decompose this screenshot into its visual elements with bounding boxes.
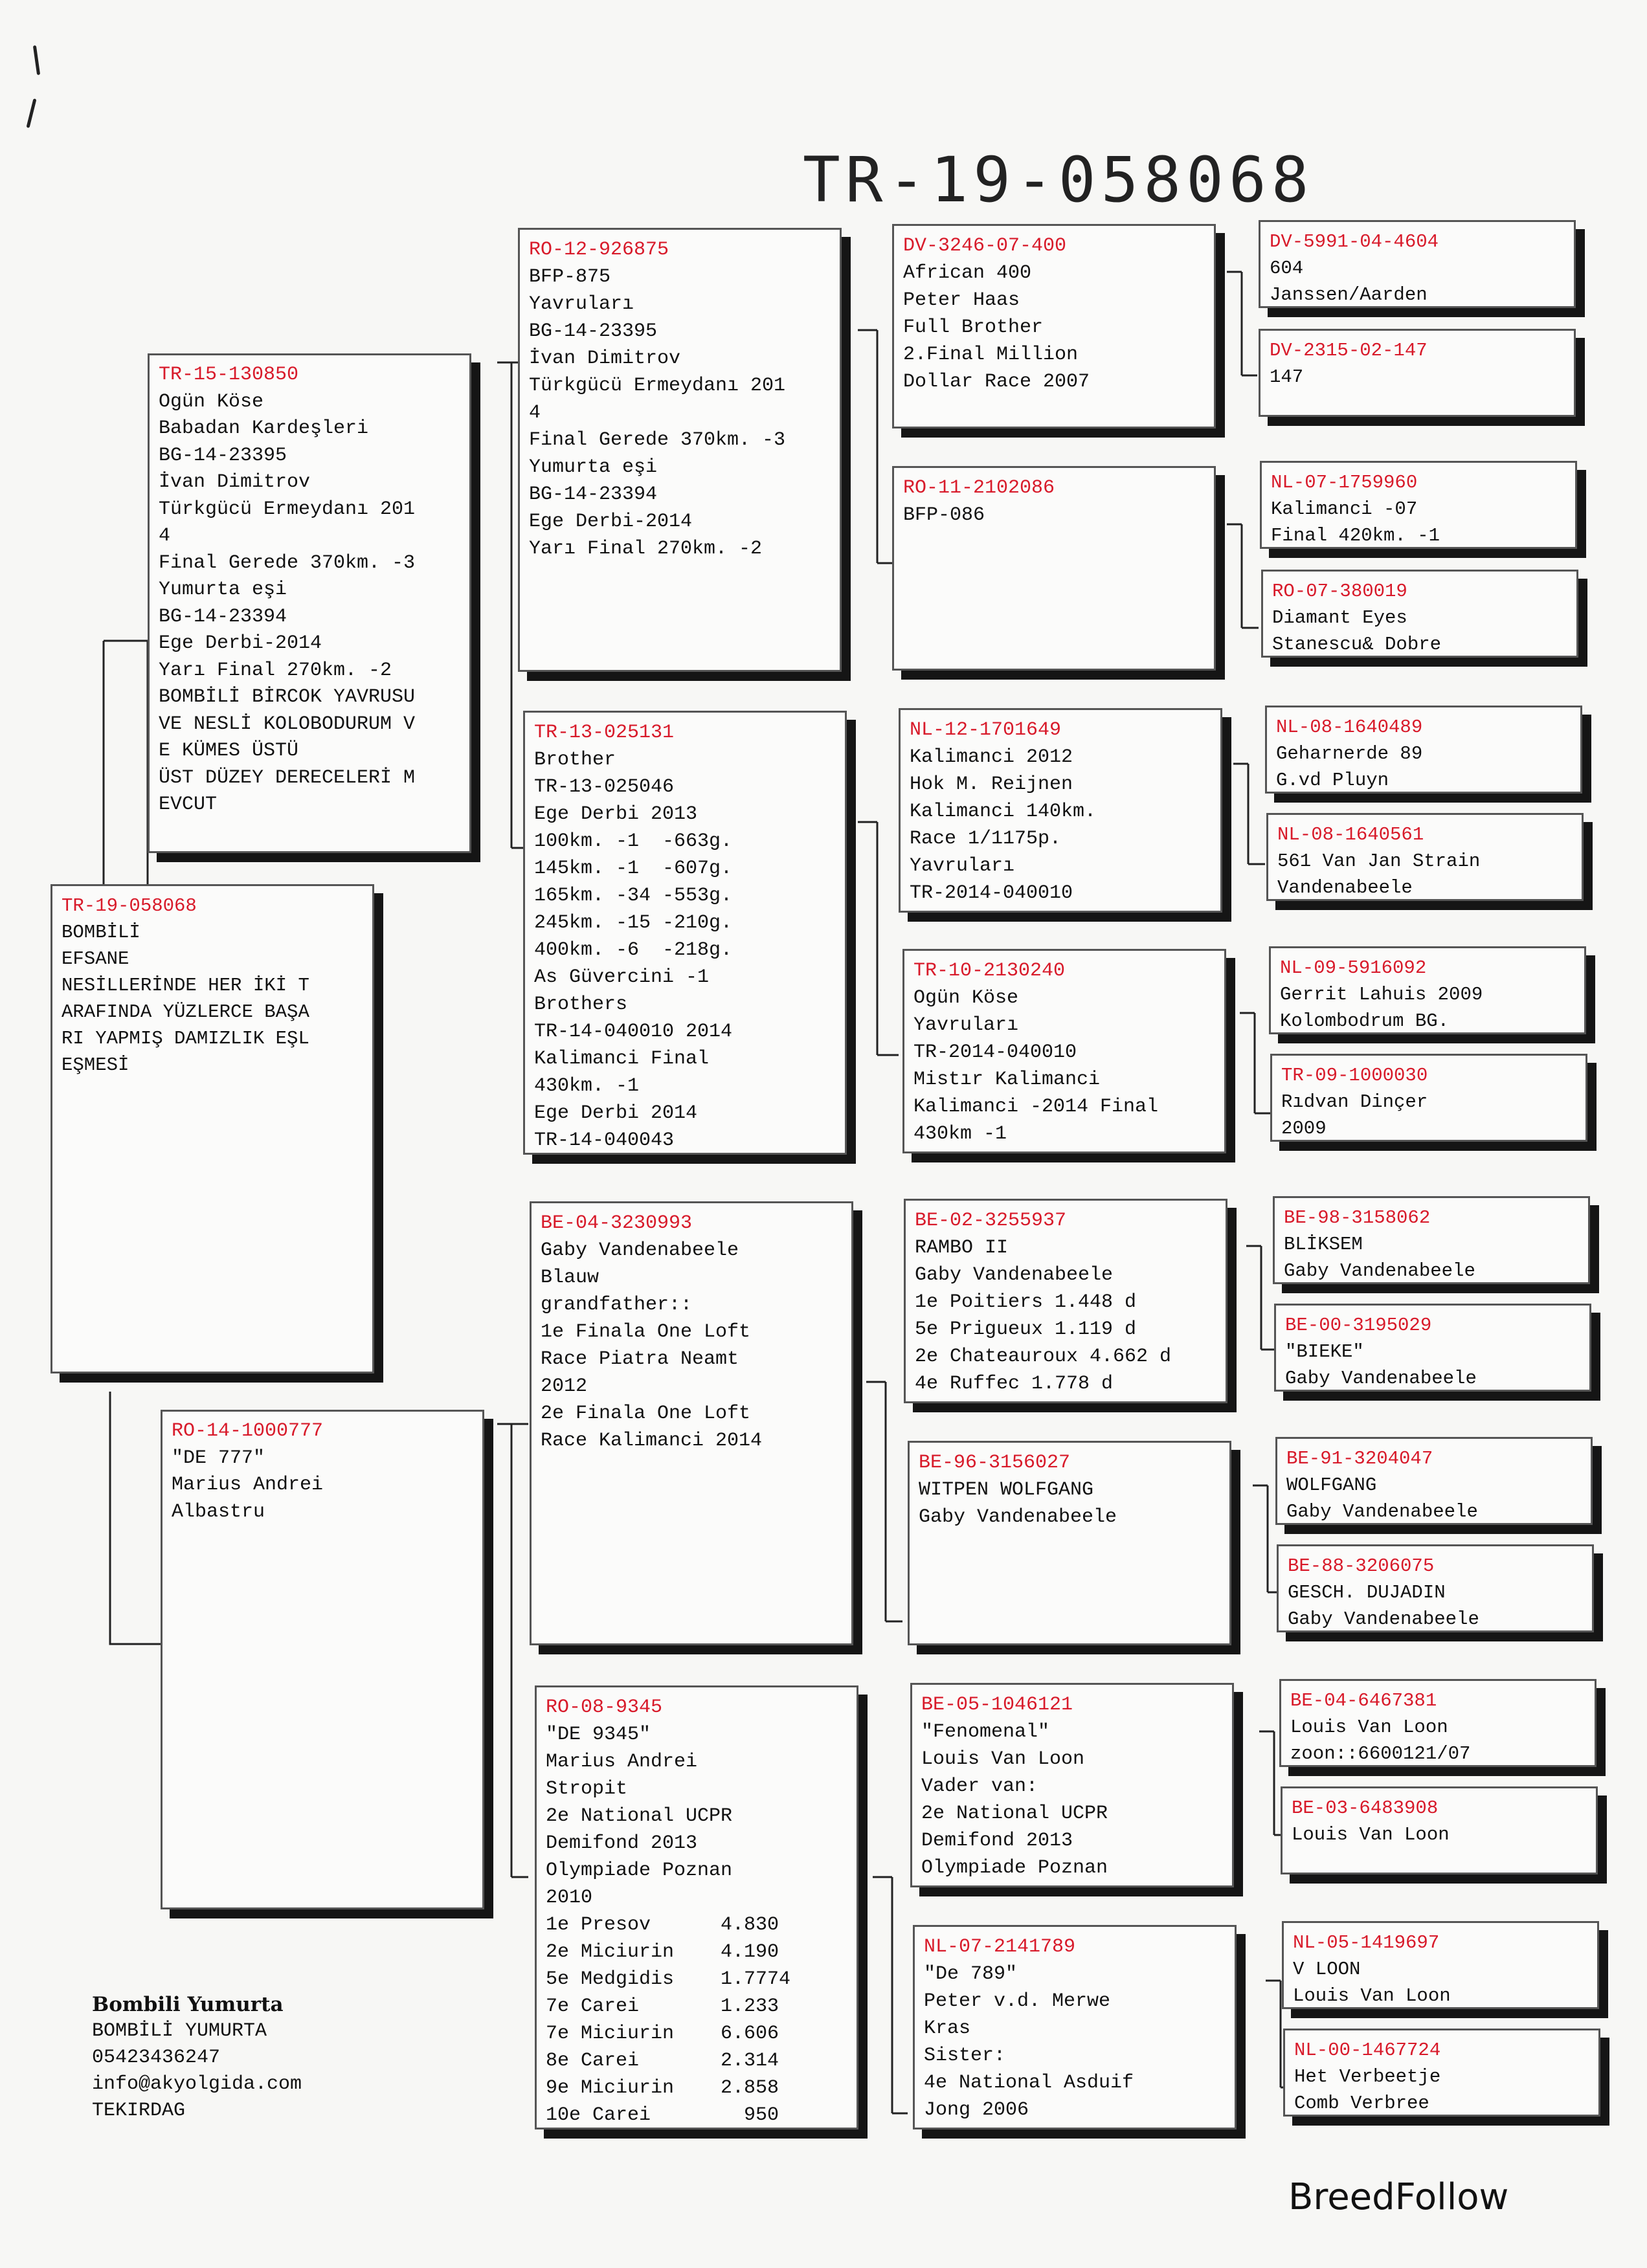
pedigree-card-gen4[interactable] bbox=[1269, 946, 1586, 1034]
card-line: 2e Finala One Loft bbox=[541, 1403, 751, 1425]
card-line: Demifond 2013 bbox=[546, 1832, 698, 1854]
card-line: "DE 9345" bbox=[546, 1724, 651, 1746]
card-line: BFP-875 bbox=[529, 266, 611, 288]
ring-number: BE-91-3204047 bbox=[1286, 1448, 1433, 1469]
card-line: Gaby Vandenabeele bbox=[1285, 1368, 1477, 1389]
card-line: Gaby Vandenabeele bbox=[1284, 1260, 1475, 1282]
card-line: Full Brother bbox=[903, 317, 1044, 339]
card-line: 2e Chateauroux 4.662 d bbox=[915, 1346, 1172, 1368]
card-line: Yarı Final 270km. -2 bbox=[529, 538, 763, 560]
card-line: 400km. -6 -218g. bbox=[534, 939, 733, 961]
card-line: 4e National Asduif bbox=[924, 2072, 1134, 2094]
ring-number: DV-2315-02-147 bbox=[1270, 340, 1428, 361]
card-line: 4 bbox=[159, 525, 171, 547]
card-line: 7e Carei 1.233 bbox=[546, 1996, 779, 2018]
ring-number: NL-08-1640561 bbox=[1277, 824, 1424, 845]
card-line: Kalimanci 140km. bbox=[910, 801, 1097, 823]
ring-number: TR-19-058068 bbox=[62, 895, 197, 917]
pedigree-card-gen4[interactable] bbox=[1259, 220, 1576, 308]
ring-number: RO-07-380019 bbox=[1272, 581, 1407, 602]
card-line: Türkgücü Ermeydanı 201 bbox=[529, 375, 786, 397]
card-line: Gaby Vandenabeele bbox=[1286, 1501, 1478, 1522]
card-line: EFSANE bbox=[62, 948, 129, 970]
card-line: 1e Presov 4.830 bbox=[546, 1914, 779, 1936]
ring-number: RO-12-926875 bbox=[529, 239, 669, 261]
pedigree-card-dam-sire-sire[interactable] bbox=[904, 1199, 1227, 1403]
card-line: grandfather:: bbox=[541, 1294, 693, 1316]
card-line: zoon::6600121/07 bbox=[1290, 1743, 1471, 1764]
pedigree-card-sire-sire-sire[interactable] bbox=[892, 224, 1216, 428]
card-line: Comb Verbree bbox=[1294, 2093, 1429, 2114]
ring-number: BE-03-6483908 bbox=[1292, 1797, 1439, 1819]
pedigree-card-gen4[interactable] bbox=[1281, 1786, 1598, 1874]
ring-number: BE-04-3230993 bbox=[541, 1212, 693, 1234]
card-line: Sister: bbox=[924, 2045, 1006, 2067]
card-line: BLİKSEM bbox=[1284, 1234, 1363, 1255]
card-line: Mistır Kalimanci bbox=[913, 1069, 1101, 1091]
card-line: Ogün Köse bbox=[913, 987, 1019, 1009]
card-line: GESCH. DUJADIN bbox=[1288, 1582, 1446, 1603]
card-line: G.vd Pluyn bbox=[1276, 770, 1389, 791]
card-line: İvan Dimitrov bbox=[159, 471, 311, 493]
card-line: Louis Van Loon bbox=[921, 1748, 1085, 1770]
pedigree-card-gen4[interactable] bbox=[1270, 1054, 1587, 1142]
owner-email: info@akyolgida.com bbox=[92, 2073, 302, 2095]
card-line: 2009 bbox=[1281, 1118, 1327, 1139]
ring-number: RO-08-9345 bbox=[546, 1696, 663, 1718]
card-line: 430km. -1 bbox=[534, 1075, 640, 1097]
card-line: Kras bbox=[924, 2018, 971, 2040]
card-line: BG-14-23394 bbox=[529, 484, 658, 506]
pedigree-card-gen4[interactable] bbox=[1282, 1921, 1599, 2009]
card-line: TR-2014-040010 bbox=[910, 882, 1073, 904]
card-line: 145km. -1 -607g. bbox=[534, 858, 733, 880]
card-line: African 400 bbox=[903, 262, 1032, 284]
pedigree-card-sire-dam-dam[interactable] bbox=[902, 949, 1226, 1153]
card-line: BG-14-23394 bbox=[159, 605, 287, 628]
card-line: 245km. -15 -210g. bbox=[534, 912, 733, 934]
pedigree-card-dam-dam[interactable] bbox=[535, 1685, 858, 2129]
card-line: NESİLLERİNDE HER İKİ T bbox=[62, 975, 309, 996]
pedigree-card-gen4[interactable] bbox=[1261, 570, 1578, 658]
card-line: Ogün Köse bbox=[159, 390, 264, 413]
card-line: Janssen/Aarden bbox=[1270, 284, 1428, 306]
card-line: Hok M. Reijnen bbox=[910, 773, 1073, 795]
card-line: TR-13-025046 bbox=[534, 776, 675, 798]
brand-logo: BreedFollow bbox=[1288, 2176, 1509, 2218]
card-line: Het Verbeetje bbox=[1294, 2066, 1441, 2087]
card-line: Ege Derbi-2014 bbox=[529, 511, 693, 533]
pedigree-card-dam-dam-dam[interactable] bbox=[913, 1925, 1237, 2129]
card-line: E KÜMES ÜSTÜ bbox=[159, 740, 299, 762]
card-line: 1e Finala One Loft bbox=[541, 1321, 751, 1343]
card-line: Blauw bbox=[541, 1267, 599, 1289]
ring-number: TR-13-025131 bbox=[534, 722, 675, 744]
card-line: 604 bbox=[1270, 258, 1304, 279]
card-line: Vandenabeele bbox=[1277, 877, 1413, 898]
card-line: 7e Miciurin 6.606 bbox=[546, 2023, 779, 2045]
card-line: EVCUT bbox=[159, 794, 218, 816]
pedigree-card-sire[interactable] bbox=[148, 353, 471, 853]
pedigree-card-gen4[interactable] bbox=[1275, 1437, 1593, 1525]
pedigree-card-sire-dam-sire[interactable] bbox=[899, 708, 1222, 913]
card-line: Geharnerde 89 bbox=[1276, 743, 1423, 764]
card-line: Yarı Final 270km. -2 bbox=[159, 659, 392, 682]
card-line: "De 789" bbox=[924, 1963, 1018, 1985]
card-line: EŞMESİ bbox=[62, 1054, 129, 1076]
card-line: Gaby Vandenabeele bbox=[1288, 1608, 1479, 1630]
card-line: Final Gerede 370km. -3 bbox=[529, 429, 786, 451]
ring-number: TR-09-1000030 bbox=[1281, 1065, 1428, 1086]
card-line: 2e National UCPR bbox=[921, 1803, 1108, 1825]
card-line: Gaby Vandenabeele bbox=[915, 1264, 1114, 1286]
card-line: Yavruları bbox=[910, 855, 1015, 877]
card-line: WITPEN WOLFGANG bbox=[919, 1479, 1094, 1501]
card-line: Marius Andrei bbox=[172, 1474, 324, 1496]
card-line: TR-2014-040010 bbox=[913, 1041, 1077, 1063]
card-line: 1e Poitiers 1.448 d bbox=[915, 1291, 1137, 1313]
card-line: Marius Andrei bbox=[546, 1751, 698, 1773]
card-line: Race Kalimanci 2014 bbox=[541, 1430, 763, 1452]
card-line: Türkgücü Ermeydanı 201 bbox=[159, 498, 416, 520]
card-line: Kalimanci -2014 Final bbox=[913, 1096, 1159, 1118]
ring-number: BE-96-3156027 bbox=[919, 1452, 1071, 1474]
ring-number: BE-04-6467381 bbox=[1290, 1690, 1437, 1711]
card-line: Jong 2006 bbox=[924, 2099, 1029, 2121]
card-line: ARAFINDA YÜZLERCE BAŞA bbox=[62, 1001, 309, 1023]
pedigree-card-dam-sire[interactable] bbox=[530, 1201, 853, 1645]
ring-number: NL-08-1640489 bbox=[1276, 717, 1423, 738]
pedigree-card-sire-dam[interactable] bbox=[523, 711, 847, 1155]
card-line: 5e Prigueux 1.119 d bbox=[915, 1318, 1137, 1340]
card-line: Louis Van Loon bbox=[1292, 1824, 1450, 1845]
ring-number: NL-05-1419697 bbox=[1293, 1932, 1440, 1953]
card-line: Peter Haas bbox=[903, 289, 1020, 311]
card-line: Brothers bbox=[534, 994, 628, 1016]
pedigree-card-gen4[interactable] bbox=[1277, 1544, 1594, 1632]
card-line: Vader van: bbox=[921, 1775, 1038, 1797]
card-line: Olympiade Poznan bbox=[546, 1860, 733, 1882]
card-line: Louis Van Loon bbox=[1293, 1985, 1451, 2007]
card-line: BFP-086 bbox=[903, 504, 985, 526]
card-line: "BIEKE" bbox=[1285, 1341, 1364, 1362]
card-line: 2e Miciurin 4.190 bbox=[546, 1941, 779, 1963]
card-line: RAMBO II bbox=[915, 1237, 1009, 1259]
card-line: BG-14-23395 bbox=[159, 444, 287, 467]
pedigree-card-gen4[interactable] bbox=[1259, 329, 1576, 417]
card-line: Louis Van Loon bbox=[1290, 1717, 1448, 1738]
card-line: RI YAPMIŞ DAMIZLIK EŞL bbox=[62, 1028, 309, 1049]
pedigree-card-gen4[interactable] bbox=[1273, 1196, 1590, 1284]
card-line: Babadan Kardeşleri bbox=[159, 417, 369, 439]
card-line: 2012 bbox=[541, 1375, 588, 1397]
owner-info bbox=[92, 1991, 302, 2124]
card-line: Yavruları bbox=[529, 293, 634, 315]
pedigree-card-gen4[interactable] bbox=[1283, 2029, 1600, 2117]
card-line: 100km. -1 -663g. bbox=[534, 830, 733, 852]
pedigree-card-sire-sire[interactable] bbox=[518, 228, 842, 672]
ring-number: NL-12-1701649 bbox=[910, 719, 1062, 741]
pedigree-card-sire-sire-dam[interactable] bbox=[892, 466, 1216, 671]
card-line: Olympiade Poznan bbox=[921, 1857, 1108, 1879]
card-line: TR-14-040043 bbox=[534, 1129, 675, 1151]
card-line: Gaby Vandenabeele bbox=[919, 1506, 1117, 1528]
card-line: Brother bbox=[534, 749, 616, 771]
card-line: 8e Carei 2.314 bbox=[546, 2050, 779, 2072]
card-line: Gerrit Lahuis 2009 bbox=[1280, 984, 1483, 1005]
ring-number: NL-07-1759960 bbox=[1271, 472, 1418, 493]
owner-city: TEKIRDAG bbox=[92, 2100, 186, 2122]
ring-number: BE-98-3158062 bbox=[1284, 1207, 1431, 1228]
card-line: WOLFGANG bbox=[1286, 1474, 1377, 1496]
card-line: Final 420km. -1 bbox=[1271, 525, 1440, 546]
card-line: 4 bbox=[529, 402, 541, 424]
card-line: 2.Final Million bbox=[903, 344, 1079, 366]
card-line: 2e National UCPR bbox=[546, 1805, 733, 1827]
card-line: 5e Medgidis 1.7774 bbox=[546, 1968, 791, 1990]
ring-number: NL-07-2141789 bbox=[924, 1936, 1076, 1958]
card-line: As Güvercini -1 bbox=[534, 966, 710, 988]
ring-number: NL-09-5916092 bbox=[1280, 957, 1427, 979]
pedigree-card-gen4[interactable] bbox=[1260, 461, 1577, 549]
card-line: Kalimanci -07 bbox=[1271, 498, 1418, 520]
card-line: Race 1/1175p. bbox=[910, 828, 1062, 850]
ring-number: NL-00-1467724 bbox=[1294, 2040, 1441, 2061]
ring-number: DV-3246-07-400 bbox=[903, 235, 1067, 257]
card-line: 430km -1 bbox=[913, 1123, 1007, 1145]
card-line: 2010 bbox=[546, 1887, 593, 1909]
pedigree-card-dam[interactable] bbox=[161, 1410, 484, 1909]
ring-number: RO-11-2102086 bbox=[903, 477, 1055, 499]
card-line: TR-14-040010 2014 bbox=[534, 1021, 733, 1043]
card-line: Peter v.d. Merwe bbox=[924, 1990, 1111, 2012]
card-line: ÜST DÜZEY DERECELERİ M bbox=[159, 766, 416, 789]
pedigree-card-gen4[interactable] bbox=[1274, 1304, 1591, 1392]
card-line: Yumurta eşi bbox=[529, 456, 658, 478]
card-line: Kalimanci Final bbox=[534, 1048, 710, 1070]
card-line: Kalimanci 2012 bbox=[910, 746, 1073, 768]
card-line: Ege Derbi 2014 bbox=[534, 1102, 698, 1124]
card-line: 561 Van Jan Strain bbox=[1277, 850, 1481, 872]
card-line: BOMBİLİ bbox=[62, 922, 140, 943]
card-line: BOMBİLİ BİRCOK YAVRUSU bbox=[159, 686, 416, 708]
card-line: Albastru bbox=[172, 1500, 265, 1523]
pedigree-card-gen4[interactable] bbox=[1279, 1679, 1597, 1767]
card-line: Stanescu& Dobre bbox=[1272, 634, 1442, 655]
card-line: Final Gerede 370km. -3 bbox=[159, 551, 416, 574]
card-line: Rıdvan Dinçer bbox=[1281, 1091, 1428, 1113]
pedigree-card-gen4[interactable] bbox=[1265, 706, 1582, 794]
pedigree-card-gen4[interactable] bbox=[1266, 813, 1584, 901]
card-line: Ege Derbi-2014 bbox=[159, 632, 322, 654]
owner-phone: 05423436247 bbox=[92, 2047, 221, 2069]
card-line: 10e Carei 950 bbox=[546, 2104, 779, 2126]
card-line: Stropit bbox=[546, 1778, 628, 1800]
card-line: 9e Miciurin 2.858 bbox=[546, 2077, 779, 2099]
card-line: 147 bbox=[1270, 366, 1304, 388]
page-title: TR-19-058068 bbox=[803, 144, 1314, 217]
ring-number: BE-88-3206075 bbox=[1288, 1555, 1435, 1577]
card-line: İvan Dimitrov bbox=[529, 348, 681, 370]
card-line: Demifond 2013 bbox=[921, 1830, 1073, 1852]
card-line: VE NESLİ KOLOBODURUM V bbox=[159, 713, 416, 735]
owner-name: Bombili Yumurta bbox=[92, 1993, 284, 2016]
card-line: Kolombodrum BG. bbox=[1280, 1010, 1450, 1032]
card-line: BG-14-23395 bbox=[529, 320, 658, 342]
ring-number: BE-02-3255937 bbox=[915, 1210, 1067, 1232]
ring-number: RO-14-1000777 bbox=[172, 1420, 324, 1442]
pedigree-card-subject[interactable] bbox=[50, 884, 374, 1373]
card-line: 165km. -34 -553g. bbox=[534, 885, 733, 907]
card-line: "Fenomenal" bbox=[921, 1721, 1050, 1743]
card-line: V LOON bbox=[1293, 1959, 1361, 1980]
ring-number: TR-15-130850 bbox=[159, 364, 299, 386]
card-line: Ege Derbi 2013 bbox=[534, 803, 698, 825]
ring-number: DV-5991-04-4604 bbox=[1270, 231, 1439, 252]
card-line: Gaby Vandenabeele bbox=[541, 1240, 739, 1262]
ring-number: BE-05-1046121 bbox=[921, 1694, 1073, 1716]
card-line: Yumurta eşi bbox=[159, 579, 287, 601]
card-line: "DE 777" bbox=[172, 1447, 265, 1469]
card-line: Dollar Race 2007 bbox=[903, 371, 1090, 393]
pedigree-card-dam-sire-dam[interactable] bbox=[908, 1441, 1231, 1645]
ring-number: BE-00-3195029 bbox=[1285, 1315, 1432, 1336]
card-line: Yavruları bbox=[913, 1014, 1019, 1036]
owner-line: BOMBİLİ YUMURTA bbox=[92, 2020, 267, 2042]
pedigree-card-dam-dam-sire[interactable] bbox=[910, 1683, 1234, 1887]
card-line: Diamant Eyes bbox=[1272, 607, 1407, 628]
card-line: 4e Ruffec 1.778 d bbox=[915, 1373, 1114, 1395]
card-line: Race Piatra Neamt bbox=[541, 1348, 739, 1370]
ring-number: TR-10-2130240 bbox=[913, 960, 1066, 982]
